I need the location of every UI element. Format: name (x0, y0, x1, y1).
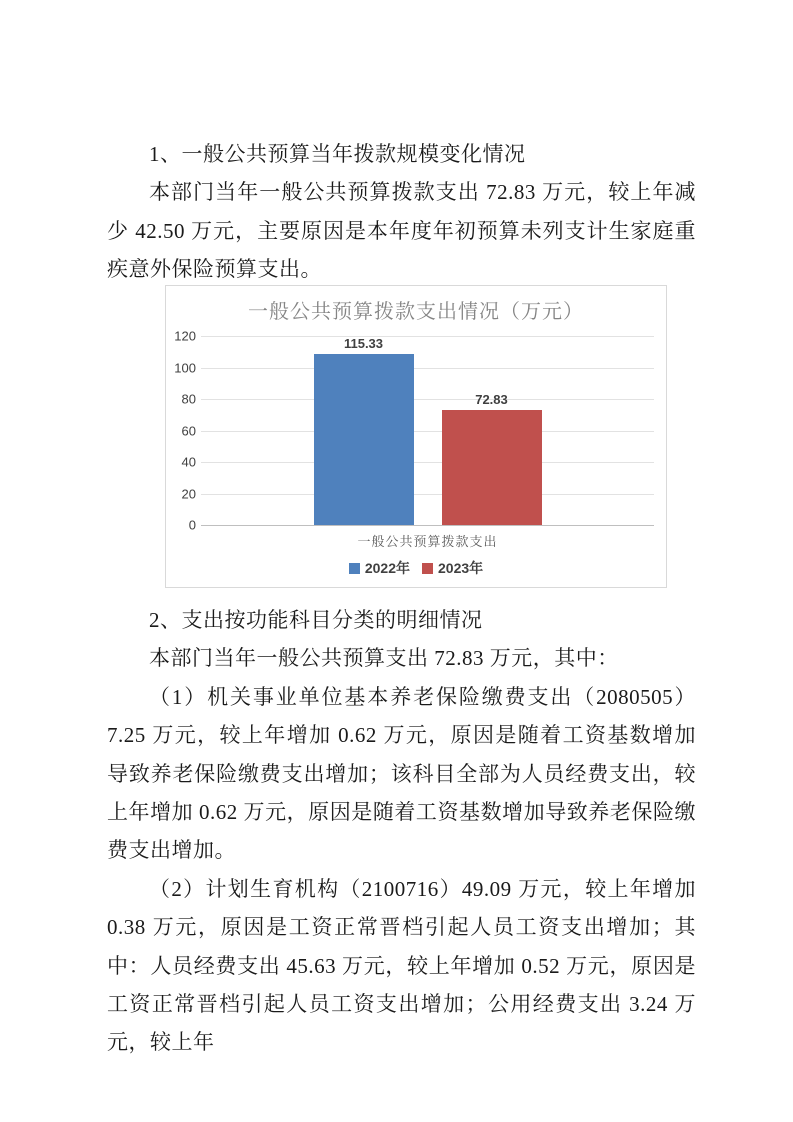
section-2 (107, 601, 696, 1062)
y-tick-label-100: 100 (174, 360, 196, 375)
section-1-heading: 1、一般公共预算当年拨款规模变化情况 (149, 142, 526, 166)
section-1 (107, 135, 696, 289)
bar-wrap-2023年 (442, 336, 542, 525)
bar-group (201, 336, 654, 525)
bar-2023年 (442, 410, 542, 525)
y-tick-label-20: 20 (181, 486, 196, 501)
y-tick-label-120: 120 (174, 328, 196, 344)
legend-swatch-2022年 (349, 563, 360, 574)
section-2-paragraph-2: （1）机关事业单位基本养老保险缴费支出（2080505）7.25 万元，较上年增加 0.62 万元，原因是随着工资基数增加导致养老保险缴费支出增加；该科目全部为人员经费支出，较上年增加 0.62 万元，原因是随着工资基数增加导致养老保险缴费支出增加。 (107, 684, 696, 863)
bar-wrap-2022年 (314, 336, 414, 525)
y-tick-label-80: 80 (181, 391, 196, 407)
plot-area (201, 336, 654, 525)
y-tick-label-60: 60 (181, 423, 196, 438)
x-axis-category-label: 一般公共预算拨款支出 (357, 534, 498, 549)
data-label-2023年: 72.83 (475, 392, 508, 408)
section-2-paragraph-3: （2）计划生育机构（2100716）49.09 万元，较上年增加 0.38 万元，原因是工资正常晋档引起人员工资支出增加；其中：人员经费支出 45.63 万元，较上年增加 0.52 万元，原因是工资正常晋档引起人员工资支出增加；公用经费支出 3.24 万元，较上年 (107, 876, 696, 1055)
chart-title: 一般公共预算拨款支出情况（万元） (248, 301, 584, 323)
gridline-0 (201, 525, 654, 526)
data-label-2022年: 115.33 (343, 336, 384, 351)
y-tick-label-0: 0 (188, 517, 196, 533)
legend-item-2023年 (422, 558, 483, 578)
budget-bar-chart (165, 285, 667, 588)
legend-label-2023年: 2023年 (438, 560, 484, 576)
legend-label-2022年: 2022年 (364, 560, 410, 576)
section-1-paragraph: 本部门当年一般公共预算拨款支出 72.83 万元，较上年减少 42.50 万元，主要原因是本年度年初预算未列支计生家庭重疾意外保险预算支出。 (107, 180, 696, 282)
legend-item-2022年 (349, 558, 410, 578)
y-axis-ticks (168, 328, 196, 533)
y-tick-label-40: 40 (181, 454, 196, 470)
section-2-heading: 2、支出按功能科目分类的明细情况 (149, 608, 483, 632)
bar-2022年 (314, 354, 414, 525)
legend-swatch-2023年 (422, 563, 433, 574)
chart-legend (166, 558, 666, 578)
section-2-paragraph-1: 本部门当年一般公共预算支出 72.83 万元，其中： (149, 646, 619, 671)
